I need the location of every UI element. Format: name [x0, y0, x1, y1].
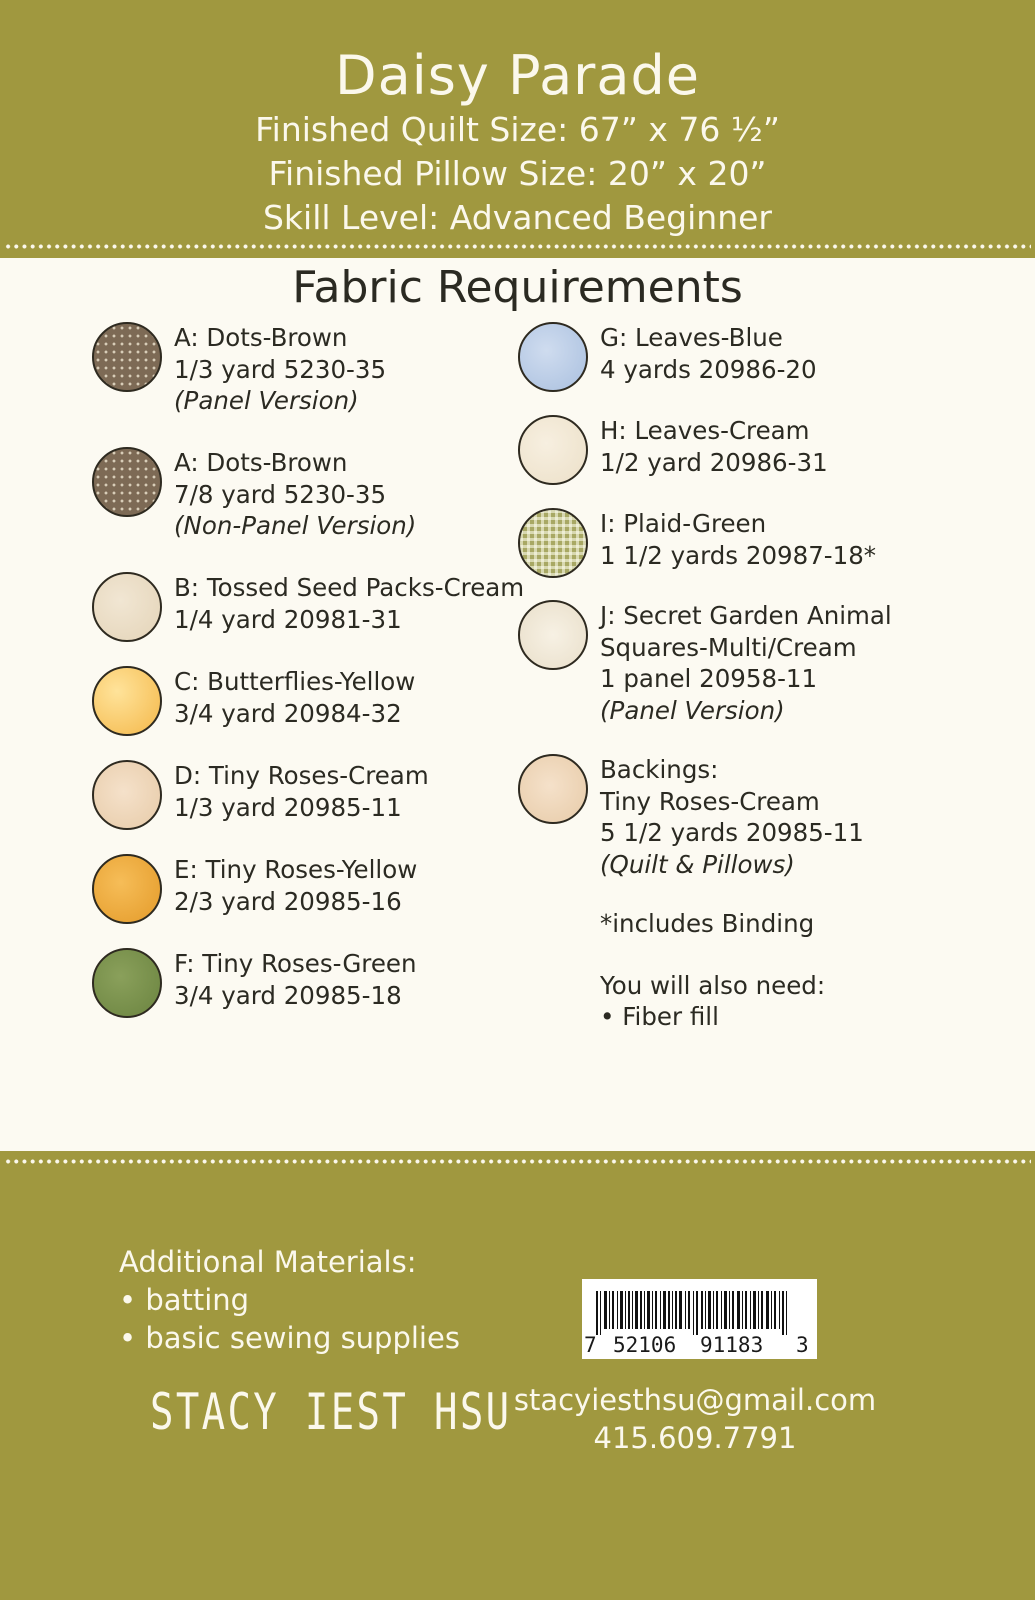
fabric-swatch	[92, 666, 162, 736]
fabric-qty: 3/4 yard 20984-32	[174, 698, 402, 728]
fabric-name: G: Leaves-Blue	[600, 323, 783, 352]
fabric-name: A: Dots-Brown	[174, 448, 348, 477]
contact-email: stacyiesthsu@gmail.com	[513, 1383, 877, 1417]
fabric-qty: 4 yards 20986-20	[600, 354, 817, 384]
fabric-text	[174, 447, 416, 542]
fabric-qty: 1/2 yard 20986-31	[600, 447, 828, 477]
fabric-swatch	[518, 754, 588, 824]
fabric-requirements-heading: Fabric Requirements	[292, 262, 743, 313]
fabric-name: I: Plaid-Green	[600, 509, 767, 538]
fabric-qty: 3/4 yard 20985-18	[174, 980, 402, 1010]
fabric-qty: 5 1/2 yards 20985-11	[600, 818, 864, 847]
fabric-text	[600, 508, 876, 571]
fabric-swatch	[92, 854, 162, 924]
fabric-qty: 1/4 yard 20981-31	[174, 604, 402, 634]
fabric-name-cont: Squares-Multi/Cream	[600, 632, 857, 662]
footer-band	[0, 1151, 1035, 1600]
barcode-digit: 91183	[700, 1333, 764, 1357]
fabric-text	[600, 754, 864, 880]
fabric-text	[174, 854, 417, 917]
fabric-swatch	[518, 600, 588, 670]
fabric-note: (Panel Version)	[174, 386, 359, 415]
fabric-name-cont: Tiny Roses-Cream	[600, 786, 820, 816]
contact-phone: 415.609.7791	[593, 1421, 797, 1455]
fabric-panel	[0, 258, 1035, 1151]
barcode-bars	[582, 1279, 817, 1335]
barcode	[582, 1279, 817, 1359]
fabric-qty: 2/3 yard 20985-16	[174, 886, 402, 916]
pattern-title: Daisy Parade	[335, 44, 700, 107]
additional-item: • batting	[119, 1283, 250, 1317]
quilt-size: Finished Quilt Size: 67” x 76 ½”	[255, 110, 780, 149]
additional-materials-label: Additional Materials:	[119, 1245, 417, 1279]
pillow-size: Finished Pillow Size: 20” x 20”	[268, 154, 767, 193]
dotted-divider-top	[4, 244, 1031, 249]
also-need-item: • Fiber fill	[600, 1002, 719, 1031]
also-need-label: You will also need:	[600, 971, 826, 1000]
barcode-digit: 52106	[613, 1333, 677, 1357]
fabric-note: (Non-Panel Version)	[174, 511, 417, 540]
fabric-qty: 1 1/2 yards 20987-18*	[600, 540, 877, 570]
fabric-name: A: Dots-Brown	[174, 323, 348, 352]
barcode-digit: 3	[796, 1333, 809, 1357]
skill-level: Skill Level: Advanced Beginner	[262, 198, 773, 237]
fabric-qty: 1/3 yard 5230-35	[174, 354, 387, 384]
fabric-text	[174, 760, 429, 823]
fabric-swatch	[92, 447, 162, 517]
header-band	[0, 0, 1035, 258]
fabric-swatch	[518, 415, 588, 485]
fabric-text	[600, 600, 892, 726]
fabric-name: D: Tiny Roses-Cream	[174, 761, 429, 790]
fabric-text	[174, 322, 386, 417]
fabric-name: J: Secret Garden Animal	[600, 601, 892, 630]
designer-logo: STACY IEST HSU	[150, 1383, 512, 1441]
fabric-qty: 1/3 yard 20985-11	[174, 792, 402, 822]
fabric-text	[600, 415, 828, 478]
fabric-note: (Quilt & Pillows)	[600, 849, 795, 879]
fabric-swatch	[518, 322, 588, 392]
fabric-name: Backings:	[600, 755, 719, 784]
fabric-swatch	[518, 508, 588, 578]
fabric-text	[174, 666, 415, 729]
fabric-name: H: Leaves-Cream	[600, 416, 810, 445]
fabric-text	[174, 572, 524, 635]
fabric-swatch	[92, 572, 162, 642]
fabric-swatch	[92, 760, 162, 830]
fabric-swatch	[92, 322, 162, 392]
fabric-text	[174, 948, 417, 1011]
fabric-swatch	[92, 948, 162, 1018]
fabric-name: C: Butterflies-Yellow	[174, 667, 416, 696]
fabric-text	[600, 322, 817, 385]
fabric-qty: 1 panel 20958-11	[600, 664, 818, 693]
fabric-qty: 7/8 yard 5230-35	[174, 479, 387, 509]
barcode-digit: 7	[584, 1333, 597, 1357]
binding-note: *includes Binding	[600, 909, 815, 938]
additional-materials	[119, 1243, 460, 1357]
fabric-name: E: Tiny Roses-Yellow	[174, 855, 418, 884]
fabric-name: B: Tossed Seed Packs-Cream	[174, 573, 525, 602]
additional-item: • basic sewing supplies	[119, 1321, 460, 1355]
fabric-name: F: Tiny Roses-Green	[174, 949, 417, 978]
fabric-note: (Panel Version)	[600, 695, 785, 725]
